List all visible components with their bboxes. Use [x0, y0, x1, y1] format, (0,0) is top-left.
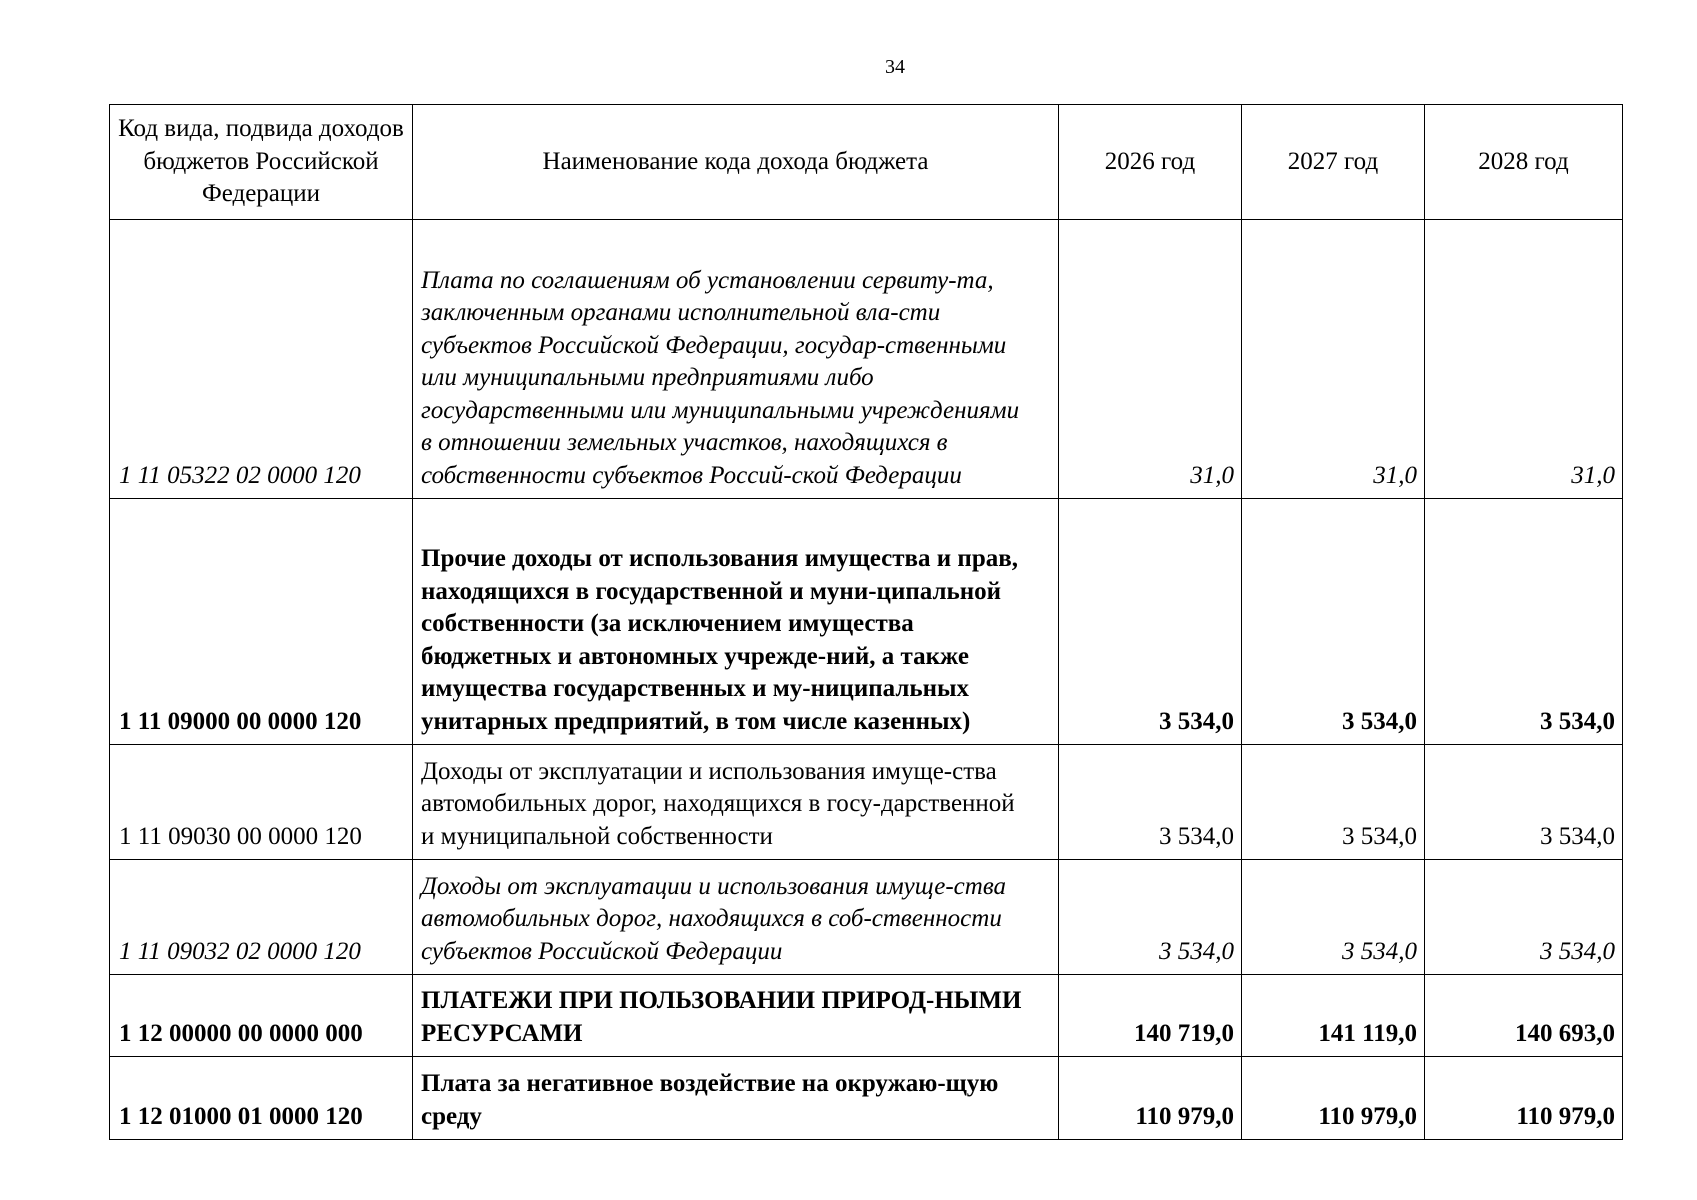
table-row — [110, 1057, 1623, 1140]
row-value-2027: 31,0 — [1242, 220, 1425, 499]
row-value-2026: 31,0 — [1059, 220, 1242, 499]
row-value-2027: 3 534,0 — [1242, 860, 1425, 975]
row-value-2026: 140 719,0 — [1059, 975, 1242, 1057]
row-name: Доходы от эксплуатации и использования имуще-ства автомобильных дорог, находящихся в соб-ственности субъектов Российской Федерации — [413, 860, 1059, 975]
row-value-2026: 3 534,0 — [1059, 745, 1242, 860]
row-value-2028: 3 534,0 — [1425, 745, 1623, 860]
row-code: 1 11 09032 02 0000 120 — [110, 860, 413, 975]
header-2026: 2026 год — [1059, 105, 1242, 220]
table-header-row — [110, 105, 1623, 220]
table-row — [110, 220, 1623, 499]
row-value-2028: 3 534,0 — [1425, 499, 1623, 745]
row-code: 1 12 00000 00 0000 000 — [110, 975, 413, 1057]
budget-revenue-table — [109, 104, 1623, 1140]
row-code: 1 11 09000 00 0000 120 — [110, 499, 413, 745]
row-value-2026: 110 979,0 — [1059, 1057, 1242, 1140]
row-value-2027: 3 534,0 — [1242, 499, 1425, 745]
row-value-2028: 140 693,0 — [1425, 975, 1623, 1057]
row-code: 1 11 05322 02 0000 120 — [110, 220, 413, 499]
row-name: ПЛАТЕЖИ ПРИ ПОЛЬЗОВАНИИ ПРИРОД-НЫМИ РЕСУРСАМИ — [413, 975, 1059, 1057]
row-name: Плата за негативное воздействие на окружаю-щую среду — [413, 1057, 1059, 1140]
page-number: 34 — [885, 56, 905, 78]
row-name: Плата по соглашениям об установлении сервиту-та, заключенным органами исполнительной вла-сти субъектов Российской Федерации, государ-ственными или муниципальными предприятиями либо государственными или муниципальными учреждениями в отношении земельных участков, находящихся в собственности субъектов Россий-ской Федерации — [413, 220, 1059, 499]
table-row — [110, 745, 1623, 860]
row-value-2026: 3 534,0 — [1059, 860, 1242, 975]
header-2027: 2027 год — [1242, 105, 1425, 220]
header-name: Наименование кода дохода бюджета — [413, 105, 1059, 220]
row-code: 1 12 01000 01 0000 120 — [110, 1057, 413, 1140]
row-value-2027: 3 534,0 — [1242, 745, 1425, 860]
table-row — [110, 860, 1623, 975]
row-value-2027: 110 979,0 — [1242, 1057, 1425, 1140]
row-code: 1 11 09030 00 0000 120 — [110, 745, 413, 860]
row-value-2028: 3 534,0 — [1425, 860, 1623, 975]
row-name: Доходы от эксплуатации и использования имуще-ства автомобильных дорог, находящихся в госу-дарственной и муниципальной собственности — [413, 745, 1059, 860]
header-code: Код вида, подвида доходов бюджетов Российской Федерации — [110, 105, 413, 220]
row-value-2028: 110 979,0 — [1425, 1057, 1623, 1140]
row-value-2026: 3 534,0 — [1059, 499, 1242, 745]
header-2028: 2028 год — [1425, 105, 1623, 220]
table-row — [110, 499, 1623, 745]
table-row — [110, 975, 1623, 1057]
row-value-2027: 141 119,0 — [1242, 975, 1425, 1057]
row-name: Прочие доходы от использования имущества и прав, находящихся в государственной и муни-ципальной собственности (за исключением имущества бюджетных и автономных учрежде-ний, а также имущества государственных и му-ниципальных унитарных предприятий, в том числе казенных) — [413, 499, 1059, 745]
row-value-2028: 31,0 — [1425, 220, 1623, 499]
